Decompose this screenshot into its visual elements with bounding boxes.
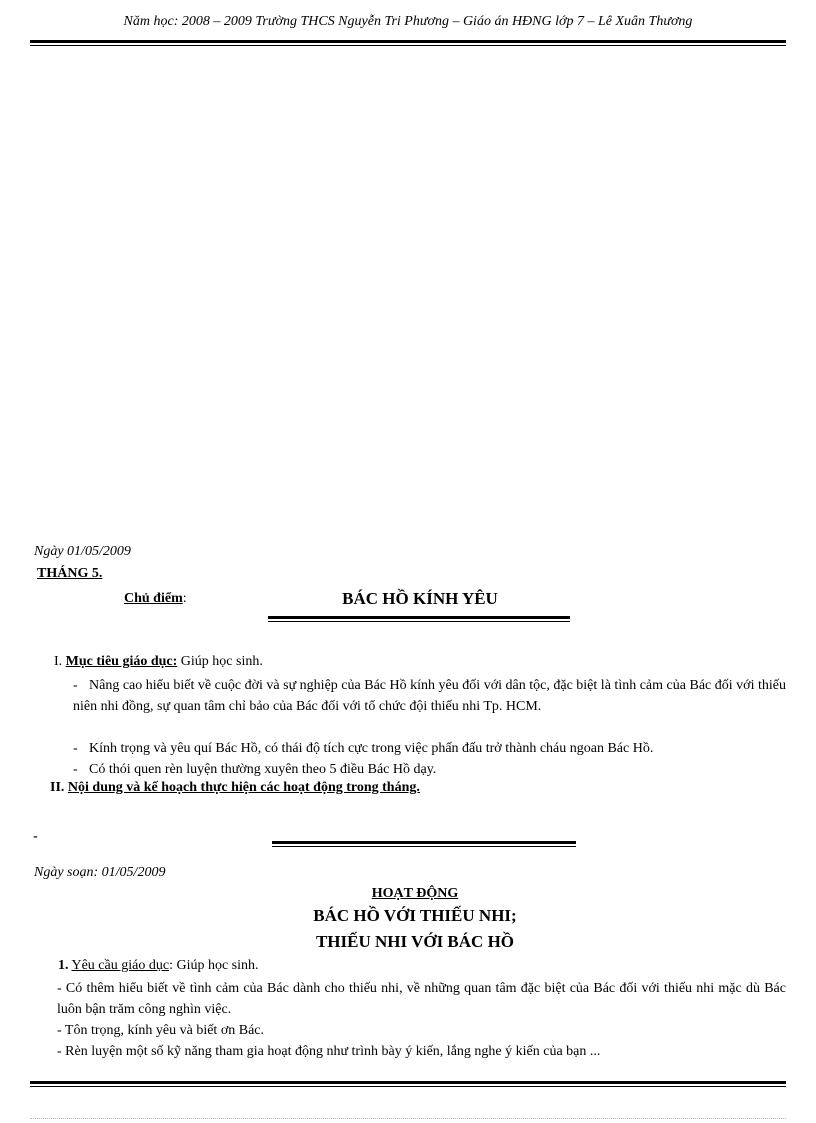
req-number: 1. <box>58 958 69 973</box>
req-label: Yêu cầu giáo dục <box>71 958 170 973</box>
month-label: THÁNG 5. <box>37 566 103 581</box>
objective-item: - Có thói quen rèn luyện thường xuyên theo 5 điều Bác Hồ dạy. <box>73 762 437 777</box>
req-item: - Tôn trọng, kính yêu và biết ơn Bác. <box>57 1023 264 1038</box>
objectives-label: Mục tiêu giáo dục: <box>65 654 178 669</box>
req-item: - Rèn luyện một số kỹ năng tham gia hoạt động như trình bày ý kiến, lắng nghe ý kiến của bạn ... <box>57 1044 601 1059</box>
objective-item: - Nâng cao hiểu biết về cuộc đời và sự nghiệp của Bác Hồ kính yêu đối với dân tộc, đặc biệt là tình cảm của Bác đối với thiếu niên nhi đồng, sự quan tâm chỉ bảo của Bác đối với tổ chức đội thiếu nhi Tp. HCM. <box>73 678 786 714</box>
theme-title: BÁC HỒ KÍNH YÊU <box>342 589 498 608</box>
section-divider-rule <box>272 841 576 847</box>
content-heading <box>50 780 420 796</box>
footer-rule <box>30 1081 786 1087</box>
chu-diem-label: Chủ điểm <box>124 591 183 606</box>
requirements-heading <box>58 958 259 974</box>
header-rule <box>30 40 786 46</box>
theme-title-rule <box>268 616 570 622</box>
objectives-numeral: I. <box>54 654 63 669</box>
activity-title-line1: BÁC HỒ VỚI THIẾU NHI; <box>313 906 517 925</box>
objectives-intro: Giúp học sinh. <box>177 654 263 669</box>
page-header: Năm học: 2008 – 2009 Trường THCS Nguyễn Tri Phương – Giáo án HĐNG lớp 7 – Lê Xuân Thương <box>123 14 693 29</box>
content-label: Nội dung và kế hoạch thực hiện các hoạt động trong tháng. <box>67 780 420 795</box>
prep-date: Ngày soạn: 01/05/2009 <box>34 865 166 880</box>
stray-dash: - <box>33 829 38 844</box>
chu-diem-colon: : <box>182 591 187 606</box>
chu-diem-label-wrap <box>124 591 187 607</box>
objectives-heading <box>54 654 263 670</box>
page-bottom-edge <box>30 1118 786 1119</box>
req-item: - Có thêm hiểu biết về tình cảm của Bác dành cho thiếu nhi, về những quan tâm đặc biệt của Bác đối với thiếu nhi mặc dù Bác luôn bận trăm công nghìn việc. <box>57 981 786 1017</box>
content-numeral: II. <box>50 780 65 795</box>
req-intro: : Giúp học sinh. <box>169 958 259 973</box>
activity-label: HOẠT ĐỘNG <box>371 886 459 901</box>
date-line: Ngày 01/05/2009 <box>34 544 131 559</box>
activity-title-line2: THIẾU NHI VỚI BÁC HỒ <box>315 932 515 951</box>
objective-item: - Kính trọng và yêu quí Bác Hồ, có thái độ tích cực trong việc phấn đấu trở thành cháu ngoan Bác Hồ. <box>73 741 654 756</box>
